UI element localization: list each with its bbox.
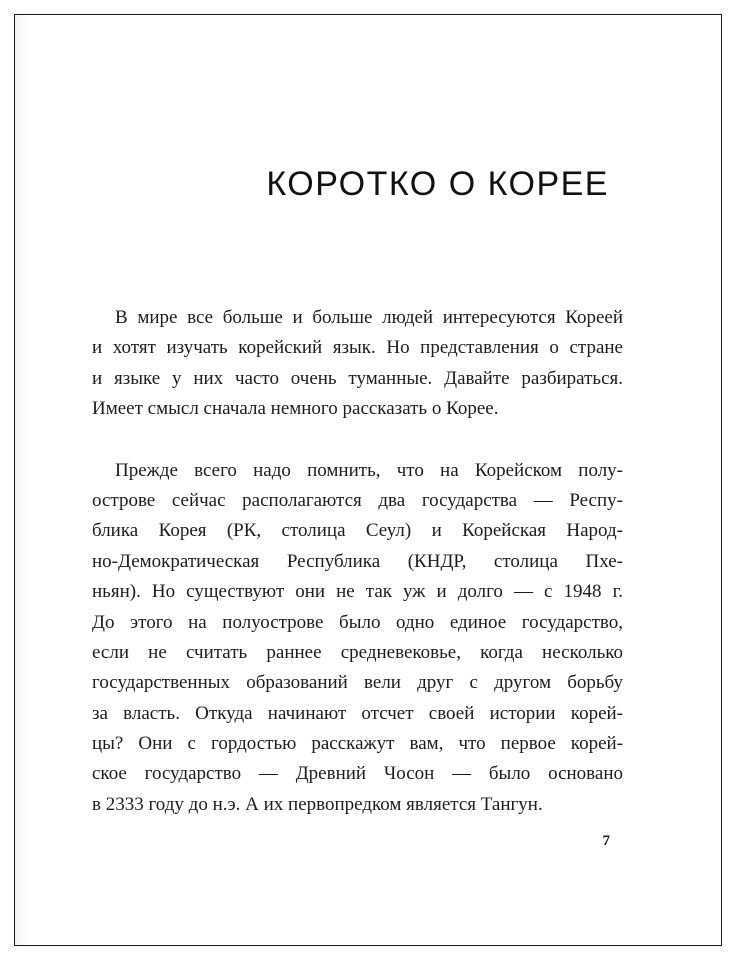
- text-line: и хотят изучать корейский язык. Но представления о стране: [92, 337, 623, 359]
- paragraph-gap: [92, 425, 623, 456]
- chapter-title: КОРОТКО О КОРЕЕ: [266, 165, 609, 203]
- text-line: в 2333 году до н.э. А их первопредком является Тангун.: [92, 793, 543, 815]
- text-line: ньян). Но существуют они не так уж и долго — с 1948 г.: [92, 581, 623, 603]
- text-line: если не считать раннее средневековье, когда несколько: [92, 641, 623, 663]
- body-text: [92, 303, 623, 820]
- text-line: Прежде всего надо помнить, что на Корейском полу-: [115, 459, 623, 481]
- text-line: но-Демократическая Республика (КНДР, столица Пхе-: [92, 550, 623, 572]
- text-line: Имеет смысл сначала немного рассказать о Корее.: [92, 398, 499, 420]
- text-line: острове сейчас располагаются два государства — Респу-: [92, 489, 623, 511]
- text-line: ское государство — Древний Чосон — было основано: [92, 763, 623, 785]
- text-line: блика Корея (РК, столица Сеул) и Корейская Народ-: [92, 520, 623, 542]
- text-line: До этого на полуострове было одно единое государство,: [92, 611, 623, 633]
- page-number: 7: [602, 833, 610, 849]
- paragraph-history: [92, 456, 623, 821]
- text-line: В мире все больше и больше людей интересуются Кореей: [115, 307, 623, 328]
- text-line: цы? Они с гордостью расскажут вам, что первое корей-: [92, 733, 623, 755]
- text-line: и языке у них часто очень туманные. Давайте разбираться.: [92, 367, 623, 389]
- page-spine-shadow: [15, 15, 27, 945]
- paragraph-intro: [92, 303, 623, 425]
- text-line: государственных образований вели друг с другом борьбу: [92, 672, 623, 694]
- book-page: [14, 14, 722, 946]
- text-line: за власть. Откуда начинают отсчет своей истории корей-: [92, 702, 623, 724]
